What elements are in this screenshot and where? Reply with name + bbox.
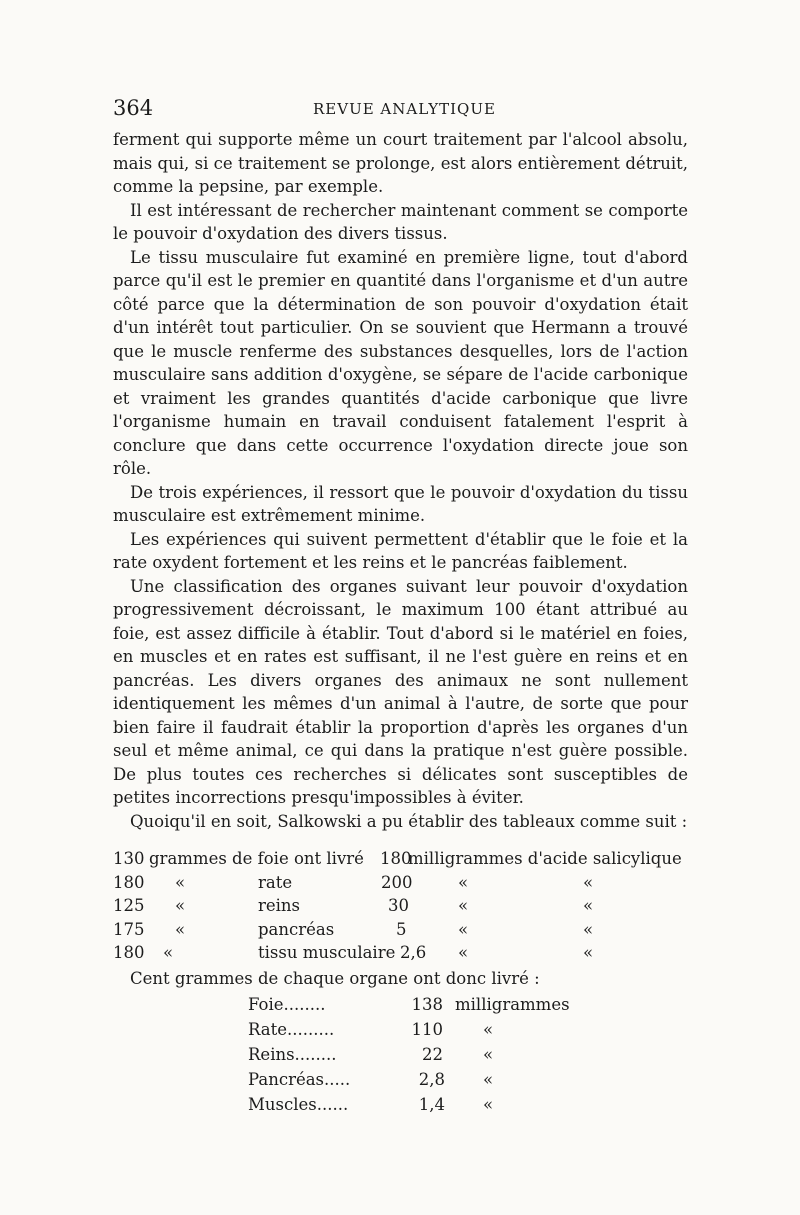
table-row <box>248 1045 608 1070</box>
ditto-mark: « <box>583 896 594 915</box>
table-cell-value: 110 <box>411 1020 443 1039</box>
table-cell-quantity: 125 <box>113 896 145 915</box>
table-cell-organ: reins <box>258 896 301 915</box>
summary-intro: Cent grammes de chaque organe ont donc livré : <box>130 969 540 988</box>
table-cell-milligrams: 180 <box>380 849 412 868</box>
table-header-row <box>113 849 713 873</box>
table-row <box>248 1095 608 1120</box>
table-cell-unit: milligrammes d'acide salicylique <box>408 849 682 868</box>
table-row <box>113 943 713 967</box>
table-cell-value: 22 <box>422 1045 443 1064</box>
table-cell-organ: rate <box>258 872 293 892</box>
table-cell-value: 138 <box>411 995 443 1014</box>
table-cell-quantity: 180 <box>113 872 145 892</box>
ditto-mark: « <box>583 943 594 962</box>
ditto-mark: « <box>175 896 186 915</box>
table-cell-organ: pancréas <box>258 919 335 939</box>
salicylic-acid-table <box>113 849 713 967</box>
body-text <box>113 128 688 833</box>
ditto-mark: « <box>483 1070 494 1089</box>
table-row <box>113 873 713 897</box>
running-title: REVUE ANALYTIQUE <box>313 100 496 118</box>
table-cell-quantity: 175 <box>113 919 145 939</box>
table-row <box>113 896 713 920</box>
table-row <box>113 920 713 944</box>
ditto-mark: « <box>458 896 469 915</box>
ditto-mark: « <box>458 919 469 939</box>
table-cell-organ: Rate......... <box>248 1020 335 1039</box>
paragraph: Il est intéressant de rechercher maintenant comment se comporte le pouvoir d'oxydation des divers tissus. <box>113 200 688 243</box>
table-cell-value: 2,8 <box>418 1070 445 1089</box>
table-cell-organ: Muscles...... <box>248 1095 349 1114</box>
table-cell-milligrams: 200 <box>381 872 413 892</box>
table-cell-quantity: 180 <box>113 943 145 962</box>
ditto-mark: « <box>583 872 594 892</box>
table-row <box>248 995 608 1020</box>
table-cell-value: 1,4 <box>418 1095 445 1114</box>
table-cell-organ: Reins........ <box>248 1045 337 1064</box>
ditto-mark: « <box>583 919 594 939</box>
ditto-mark: « <box>175 919 186 939</box>
paragraph: Une classification des organes suivant leur pouvoir d'oxydation progressivement décroissant, le maximum 100 étant attribué au foie, est assez difficile à établir. Tout d'abord si le matériel en foies, en muscles et en rates est suffisant, il ne l'est guère en reins et en pancréas. Les divers organes des animaux ne sont nullement identiquement les mêmes d'un animal à l'autre, de sorte que pour bien faire il faudrait établir la proportion d'après les organes d'un seul et même animal, ce qui dans la pratique n'est guère possible. De plus toutes ces recherches si délicates sont susceptibles de petites incorrections presqu'impossibles à éviter. <box>113 576 688 807</box>
table-cell-organ: Foie........ <box>248 995 326 1014</box>
ditto-mark: « <box>483 1095 494 1114</box>
ditto-mark: « <box>175 872 186 892</box>
page-number: 364 <box>113 96 154 120</box>
ditto-mark: « <box>483 1045 494 1064</box>
ditto-mark: « <box>458 872 469 892</box>
table-cell-unit: milligrammes <box>455 995 570 1014</box>
table-cell-milligrams: 30 <box>388 896 409 915</box>
ditto-mark: « <box>458 943 469 962</box>
paragraph: Le tissu musculaire fut examiné en première ligne, tout d'abord parce qu'il est le premier en quantité dans l'organisme et d'un autre côté parce que la détermination de son pouvoir d'oxydation était d'un intérêt tout particulier. On se souvient que Hermann a trouvé que le muscle renferme des substances desquelles, lors de l'action musculaire sans addition d'oxygène, se sépare de l'acide carbonique et vraiment les grandes quantités d'acide carbonique que livre l'organisme humain en travail conduisent fatalement l'esprit à conclure que dans cette occurrence l'oxydation directe joue son rôle. <box>113 247 688 478</box>
table-cell-milligrams: 2,6 <box>400 943 427 962</box>
page-header <box>113 96 688 126</box>
table-row <box>248 1070 608 1095</box>
table-row <box>248 1020 608 1045</box>
paragraph: Les expériences qui suivent permettent d'établir que le foie et la rate oxydent fortement et les reins et le pancréas faiblement. <box>113 529 688 572</box>
ditto-mark: « <box>483 1020 494 1039</box>
table-cell-text: grammes de foie ont livré <box>149 849 364 868</box>
table-cell-milligrams: 5 <box>396 919 407 939</box>
table-cell-organ: Pancréas..... <box>248 1070 351 1089</box>
paragraph: Quoiqu'il en soit, Salkowski a pu établir des tableaux comme suit : <box>130 811 688 831</box>
table-cell-quantity: 130 <box>113 849 145 868</box>
paragraph: De trois expériences, il ressort que le pouvoir d'oxydation du tissu musculaire est extrêmement minime. <box>113 482 688 525</box>
table-cell-organ: tissu musculaire <box>258 943 396 962</box>
ditto-mark: « <box>163 943 174 962</box>
summary-table <box>248 995 608 1120</box>
paragraph: ferment qui supporte même un court traitement par l'alcool absolu, mais qui, si ce traitement se prolonge, est alors entièrement détruit, comme la pepsine, par exemple. <box>113 130 688 196</box>
